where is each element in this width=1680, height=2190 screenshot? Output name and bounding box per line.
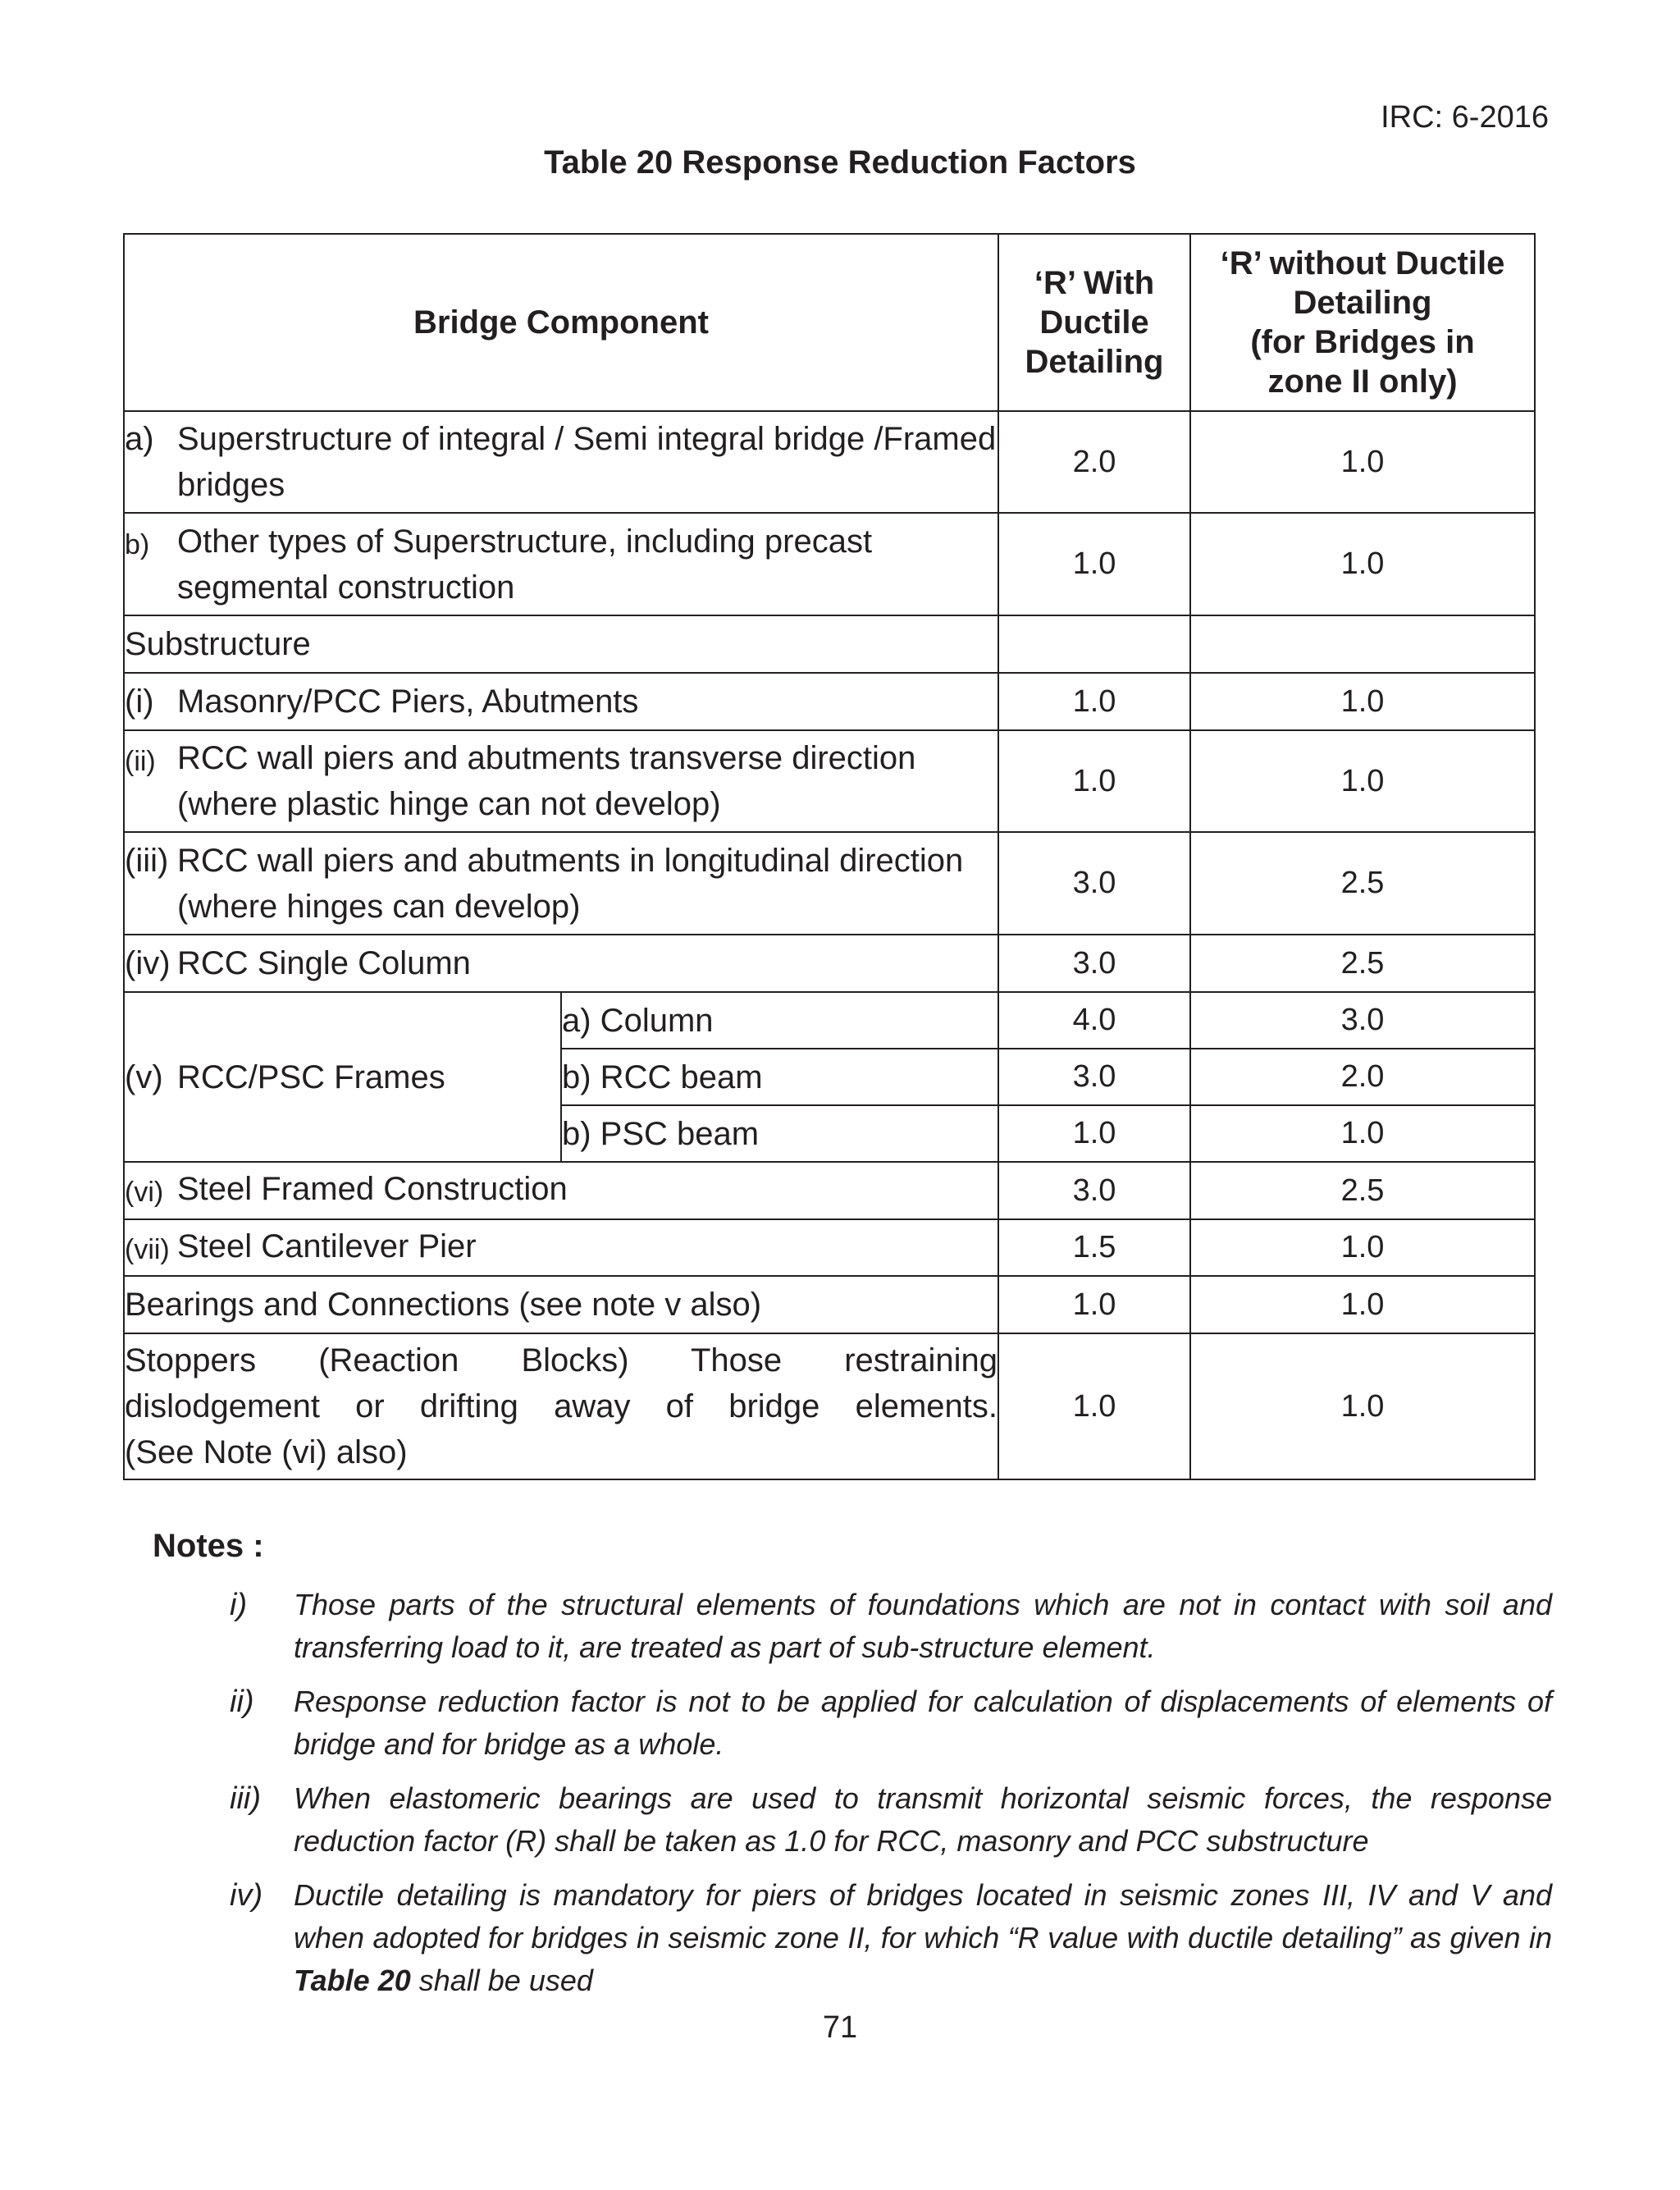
r-ductile-value: 1.0 [998,513,1190,615]
r-non-ductile-value: 1.0 [1190,513,1535,615]
note-item [230,1680,1552,1766]
note-number: iv) [230,1878,263,1913]
r-ductile-value: 3.0 [998,1162,1190,1219]
r-ductile-value: 1.0 [998,1333,1190,1479]
component-cell [124,1162,998,1219]
row-text: Masonry/PCC Piers, Abutments [177,684,639,720]
row-text-line: Stoppers (Reaction Blocks) Those restraining [125,1342,998,1378]
r-ductile-value: 3.0 [998,935,1190,992]
row-label: (vii) [125,1233,170,1265]
row-label: (v) [125,1058,163,1095]
r-ductile-value: 3.0 [998,832,1190,935]
notes-heading: Notes : [153,1528,264,1564]
component-cell [124,513,998,615]
response-reduction-table [123,233,1536,1480]
row-text: Steel Framed Construction [177,1171,568,1207]
r-ductile-value [998,615,1190,673]
note-item [230,1874,1552,2002]
table-row [124,935,1535,992]
r-ductile-value: 1.0 [998,730,1190,832]
r-non-ductile-value: 3.0 [1190,992,1535,1049]
r-non-ductile-value: 1.0 [1190,1333,1535,1479]
component-cell [124,1219,998,1276]
r-ductile-value: 1.0 [998,1276,1190,1333]
note-text: When elastomeric bearings are used to transmit horizontal seismic forces, the response reduction factor (R) shall be taken as 1.0 for RCC, masonry and PCC substructure [294,1781,1552,1858]
header-r-without-ductile: ‘R’ without Ductile Detailing (for Bridges in zone II only) [1190,234,1535,411]
component-cell [124,411,998,513]
component-cell [124,992,561,1162]
notes-list [230,1584,1552,2014]
r-non-ductile-value: 1.0 [1190,1219,1535,1276]
row-text-line: dislodgement or drifting away of bridge elements. [125,1388,998,1424]
row-text: Other types of Superstructure, including precast segmental construction [177,523,873,606]
table-title: Table 20 Response Reduction Factors [544,144,1136,181]
r-non-ductile-value [1190,615,1535,673]
sub-component-cell: a) Column [561,992,998,1049]
table-row [124,730,1535,832]
sub-component-cell: b) PSC beam [561,1105,998,1162]
r-non-ductile-value: 2.5 [1190,832,1535,935]
table-row [124,411,1535,513]
row-text: RCC Single Column [177,945,471,981]
row-text: RCC wall piers and abutments in longitudinal direction (where hinges can develop) [177,842,964,925]
note-item [230,1777,1552,1863]
table-row [124,1219,1535,1276]
sub-component-cell: b) RCC beam [561,1049,998,1105]
row-label: (i) [125,684,154,720]
header-r-with-ductile: ‘R’ With Ductile Detailing [998,234,1190,411]
row-label: (ii) [125,746,156,777]
table-reference: Table 20 [294,1964,411,1997]
component-cell [124,935,998,992]
r-non-ductile-value: 1.0 [1190,673,1535,730]
r-ductile-value: 1.0 [998,673,1190,730]
row-text: RCC/PSC Frames [177,1058,445,1095]
table-row [124,992,1535,1049]
component-cell [124,730,998,832]
r-non-ductile-value: 1.0 [1190,1105,1535,1162]
table-header-row [124,234,1535,411]
note-number: iii) [230,1781,261,1816]
note-item [230,1584,1552,1669]
r-ductile-value: 3.0 [998,1049,1190,1105]
note-number: i) [230,1588,248,1622]
row-text-line: (See Note (vi) also) [125,1434,408,1470]
table-row [124,1276,1535,1333]
row-label: (iv) [125,945,171,981]
component-cell [124,1333,998,1479]
table-row [124,673,1535,730]
table-row [124,832,1535,935]
table-row [124,513,1535,615]
row-label: a) [125,421,154,457]
row-text: Superstructure of integral / Semi integral bridge /Framed bridges [177,421,997,503]
table-row [124,1333,1535,1479]
row-text: Steel Cantilever Pier [177,1228,477,1264]
r-non-ductile-value: 2.5 [1190,935,1535,992]
note-text: Those parts of the structural elements of foundations which are not in contact with soil and transferring load to it, are treated as part of sub-structure element. [294,1588,1552,1664]
row-label: (vi) [125,1177,164,1208]
r-non-ductile-value: 2.0 [1190,1049,1535,1105]
row-label: (iii) [125,842,169,879]
component-cell: Substructure [124,615,998,673]
r-ductile-value: 1.0 [998,1105,1190,1162]
row-label: b) [125,528,150,560]
r-non-ductile-value: 1.0 [1190,730,1535,832]
r-non-ductile-value: 1.0 [1190,1276,1535,1333]
document-code: IRC: 6-2016 [1381,100,1549,135]
row-text: RCC wall piers and abutments transverse direction (where plastic hinge can not develop) [177,740,916,822]
table-row [124,615,1535,673]
note-number: ii) [230,1685,254,1719]
r-non-ductile-value: 2.5 [1190,1162,1535,1219]
page-number: 71 [822,2010,858,2045]
table-row [124,1162,1535,1219]
r-ductile-value: 1.5 [998,1219,1190,1276]
header-bridge-component: Bridge Component [124,234,998,411]
component-cell [124,673,998,730]
note-text: Ductile detailing is mandatory for piers of bridges located in seismic zones III, IV and V and when adopted for bridges in seismic zone II, for which “R value with ductile detailing” as given in Table 20 shall be used [294,1878,1552,1997]
r-ductile-value: 2.0 [998,411,1190,513]
note-text: Response reduction factor is not to be applied for calculation of displacements of elements of bridge and for bridge as a whole. [294,1685,1552,1761]
r-non-ductile-value: 1.0 [1190,411,1535,513]
component-cell [124,832,998,935]
r-ductile-value: 4.0 [998,992,1190,1049]
component-cell: Bearings and Connections (see note v also) [124,1276,998,1333]
